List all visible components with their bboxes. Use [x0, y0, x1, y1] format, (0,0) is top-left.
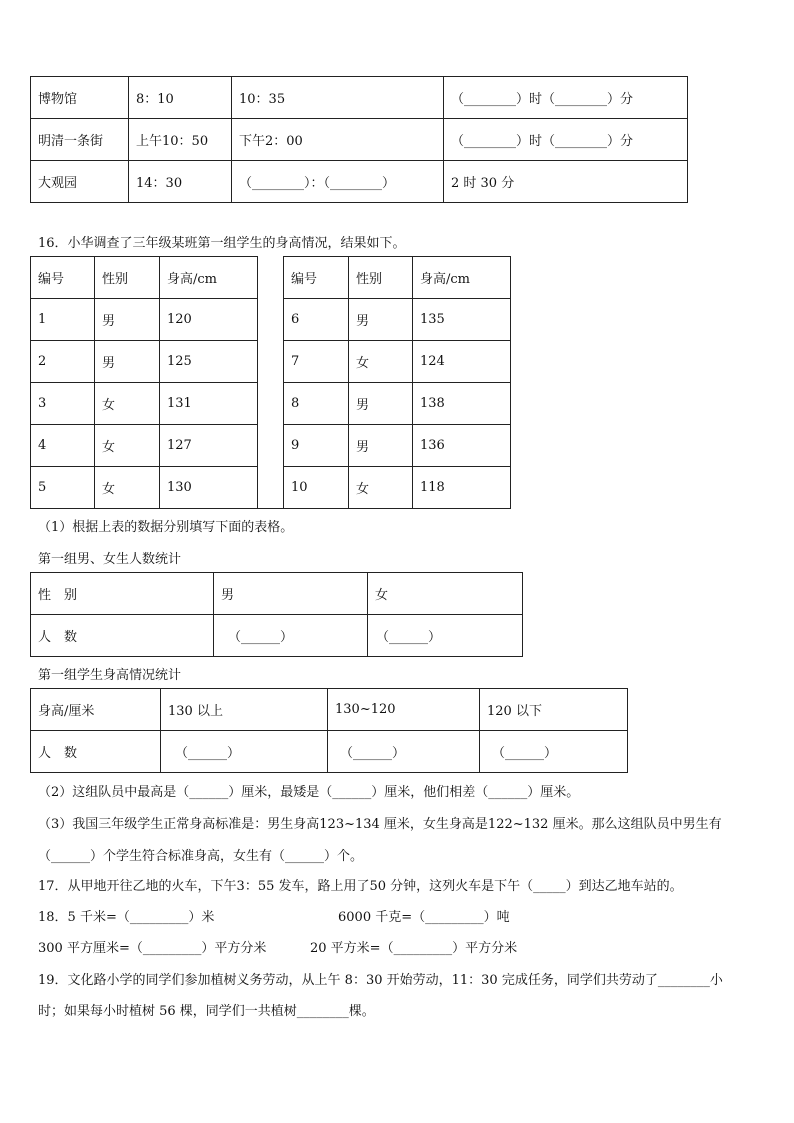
height-cell: 118: [413, 467, 511, 509]
table-row: [31, 77, 688, 119]
start-time-cell: 上午10：50: [129, 119, 232, 161]
count-blank[interactable]: （______）: [328, 731, 480, 773]
gender-cell: 女: [349, 467, 413, 509]
start-time-cell: 14：30: [129, 161, 232, 203]
gender-cell: 男: [95, 299, 160, 341]
table-gap: [258, 341, 284, 383]
table-row: [31, 615, 523, 657]
table-row: [31, 119, 688, 161]
table-row: [31, 689, 628, 731]
table-row: [31, 383, 511, 425]
number-cell: 9: [284, 425, 349, 467]
row-label: 人 数: [31, 731, 161, 773]
gender-cell: 女: [95, 467, 160, 509]
q18-part-d: 20 平方米=（_________）平方分米: [310, 941, 518, 956]
number-cell: 3: [31, 383, 95, 425]
q19-line2: 时；如果每小时植树 56 棵，同学们一共植树________棵。: [38, 1004, 375, 1019]
duration-blank[interactable]: （________）时（________）分: [444, 77, 688, 119]
table-gap: [258, 299, 284, 341]
range-header-130-120: 130~120: [328, 689, 480, 731]
number-cell: 7: [284, 341, 349, 383]
col-header-height: 身高/cm: [413, 257, 511, 299]
height-cell: 124: [413, 341, 511, 383]
table-header-row: [31, 257, 511, 299]
col-header-gender: 性别: [349, 257, 413, 299]
table-row: [31, 467, 511, 509]
male-count-blank[interactable]: （______）: [214, 615, 368, 657]
height-cell: 130: [160, 467, 258, 509]
q16-intro: 16．小华调查了三年级某班第一组学生的身高情况，结果如下。: [38, 236, 406, 251]
number-cell: 8: [284, 383, 349, 425]
height-cell: 127: [160, 425, 258, 467]
q19-line1: 19．文化路小学的同学们参加植树义务劳动，从上午 8：30 开始劳动，11：30 完成任务，同学们共劳动了________小: [38, 973, 723, 988]
trip-time-table: [30, 76, 688, 203]
gender-female-header: 女: [368, 573, 523, 615]
table-row: [31, 425, 511, 467]
height-cell: 138: [413, 383, 511, 425]
height-cell: 125: [160, 341, 258, 383]
gender-cell: 女: [349, 341, 413, 383]
row-label: 身高/厘米: [31, 689, 161, 731]
table-row: [31, 161, 688, 203]
gender-cell: 男: [349, 299, 413, 341]
row-label: 性 别: [31, 573, 214, 615]
female-count-blank[interactable]: （______）: [368, 615, 523, 657]
duration-cell: 2 时 30 分: [444, 161, 688, 203]
number-cell: 1: [31, 299, 95, 341]
place-cell: 大观园: [31, 161, 129, 203]
q18-part-a: 18．5 千米=（_________）米: [38, 910, 215, 925]
height-survey-table: [30, 256, 511, 509]
place-cell: 明清一条街: [31, 119, 129, 161]
q17-text: 17．从甲地开往乙地的火车，下午3：55 发车，路上用了50 分钟，这列火车是下午（_____）到达乙地车站的。: [38, 879, 683, 894]
number-cell: 10: [284, 467, 349, 509]
gender-cell: 男: [349, 383, 413, 425]
gender-cell: 男: [95, 341, 160, 383]
start-time-cell: 8：10: [129, 77, 232, 119]
number-cell: 4: [31, 425, 95, 467]
col-header-height: 身高/cm: [160, 257, 258, 299]
q16-sub3-line2: （______）个学生符合标准身高，女生有（______）个。: [38, 849, 364, 864]
number-cell: 2: [31, 341, 95, 383]
height-cell: 135: [413, 299, 511, 341]
table-gap: [258, 425, 284, 467]
gender-table-caption: 第一组男、女生人数统计: [38, 552, 182, 567]
end-time-cell: 10：35: [232, 77, 444, 119]
table-row: [31, 341, 511, 383]
q18-part-b: 6000 千克=（_________）吨: [338, 910, 510, 925]
range-header-above-130: 130 以上: [161, 689, 328, 731]
table-gap: [258, 383, 284, 425]
q16-sub3-line1: （3）我国三年级学生正常身高标准是：男生身高123~134 厘米，女生身高是122~132 厘米。那么这组队员中男生有: [38, 817, 722, 832]
table-gap: [258, 467, 284, 509]
gender-cell: 女: [95, 425, 160, 467]
q18-part-c: 300 平方厘米=（_________）平方分米: [38, 941, 267, 956]
table-row: [31, 299, 511, 341]
count-blank[interactable]: （______）: [480, 731, 628, 773]
gender-cell: 女: [95, 383, 160, 425]
gender-male-header: 男: [214, 573, 368, 615]
count-blank[interactable]: （______）: [161, 731, 328, 773]
height-cell: 136: [413, 425, 511, 467]
table-row: [31, 573, 523, 615]
height-range-table: [30, 688, 628, 773]
table-row: [31, 731, 628, 773]
number-cell: 5: [31, 467, 95, 509]
table-gap: [258, 257, 284, 299]
duration-blank[interactable]: （________）时（________）分: [444, 119, 688, 161]
height-cell: 120: [160, 299, 258, 341]
end-time-cell: 下午2：00: [232, 119, 444, 161]
range-header-below-120: 120 以下: [480, 689, 628, 731]
height-table-caption: 第一组学生身高情况统计: [38, 668, 182, 683]
place-cell: 博物馆: [31, 77, 129, 119]
end-time-blank[interactable]: （________）：（________）: [232, 161, 444, 203]
col-header-number: 编号: [284, 257, 349, 299]
row-label: 人 数: [31, 615, 214, 657]
col-header-gender: 性别: [95, 257, 160, 299]
gender-count-table: [30, 572, 523, 657]
col-header-number: 编号: [31, 257, 95, 299]
number-cell: 6: [284, 299, 349, 341]
q16-sub2: （2）这组队员中最高是（______）厘米，最矮是（______）厘米，他们相差（______）厘米。: [38, 785, 580, 800]
gender-cell: 男: [349, 425, 413, 467]
q16-sub1: （1）根据上表的数据分别填写下面的表格。: [38, 520, 294, 535]
height-cell: 131: [160, 383, 258, 425]
